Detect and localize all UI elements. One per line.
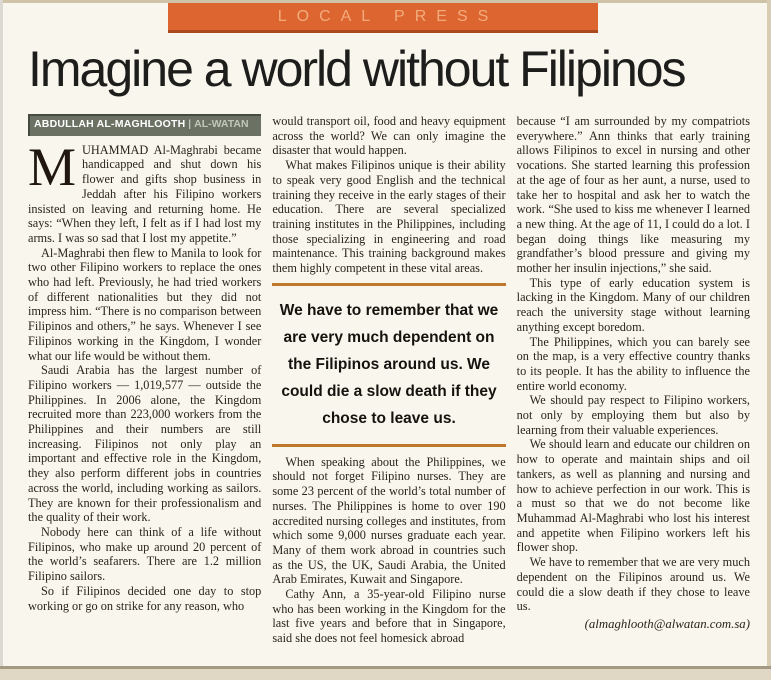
column-2 (272, 114, 505, 670)
section-banner (168, 3, 598, 33)
paragraph (28, 136, 262, 246)
paragraph: Cathy Ann, a 35-year-old Filipino nurse who has been working in the Kingdom for the last five years and before that in Singapore, said she does not feel homesick abroad (272, 587, 506, 646)
paragraph: So if Filipinos decided one day to stop working or go on strike for any reason, who (28, 583, 262, 613)
scan-edge-right (767, 0, 771, 680)
byline-source: AL-WATAN (194, 118, 249, 130)
column-1 (28, 114, 261, 670)
section-banner-label: LOCAL PRESS (277, 7, 499, 25)
paragraph: What makes Filipinos unique is their ability to speak very good English and the technical training they receive in the early stages of their education. There are several specialized training institutes in the Philippines, including those specializing in engineering and road maintenance. This training background makes them highly competent in these vital areas. (272, 158, 506, 276)
paragraph: Al-Maghrabi then flew to Manila to look for two other Filipino workers to replace the ones who had left. Previously, he had tried workers of different nationalities but they did not impress him. “There is no comparison between Filipinos and others,” he says. Whenever I see Filipinos working in the Kingdom, I wonder what our life would be without them. (28, 245, 262, 363)
paragraph: We should learn and educate our children on how to operate and maintain ships and oil tankers, as well as planning and nursing and how to achieve perfection in our work. This is a must so that we do not become like Muhammad Al-Maghrabi who lost his interest and appetite when Filipino workers left his flower shop. (516, 437, 750, 555)
paragraph-text: UHAMMAD Al-Maghrabi became handicapped and shut down his flower and gifts shop business in Jeddah after his Filipino workers insisted on leaving and returning home. He says: “When they left, I felt as if I had lost my arms. I was so sad that I lost my appetite.” (28, 142, 262, 245)
paragraph: When speaking about the Philippines, we should not forget Filipino nurses. They are some 23 percent of the world’s total number of nurses. The Philippines is home to over 190 accredited nursing colleges and institutes, from which some 9,000 nurses graduate each year. Many of them work abroad in countries such as the US, the UK, Saudi Arabia, the United Arab Emirates, Kuwait and Singapore. (272, 454, 506, 587)
paragraph: This type of early education system is lacking in the Kingdom. Many of our children reach the university stage without learning anything except boredom. (516, 275, 750, 334)
drop-cap: M (28, 136, 77, 197)
paragraph: because “I am surrounded by my compatriots everywhere.” Ann thinks that early training allows Filipinos to excel in nursing and other vocations. She started learning this profession at the age of four as her aunt, a nurse, used to take her to hospital and ask her to watch the work. “She used to kiss me whenever I learned a new thing. At the age of 11, I could do a lot. I began doing things like measuring my grandfather’s blood pressure and giving my mother her insulin injections,” she said. (516, 114, 750, 276)
author-email: (almaghlooth@alwatan.com.sa) (584, 616, 750, 631)
paragraph: We have to remember that we are very much dependent on the Filipinos around us. We could die a slow death if they chose to leave us. (516, 555, 750, 614)
article-body (28, 114, 750, 670)
headline: Imagine a world without Filipinos (28, 41, 685, 97)
scan-edge-bottom (0, 666, 771, 680)
scan-edge-left (0, 0, 3, 680)
byline-author: ABDULLAH AL-MAGHLOOTH (34, 118, 186, 130)
paragraph: We should pay respect to Filipino workers, not only by employing them but also by learning from their valuable experiences. (516, 393, 750, 437)
paragraph: Saudi Arabia has the largest number of Filipino workers — 1,019,577 — outside the Philippines. In 2006 alone, the Kingdom recruited more than 223,000 workers from the Philippines and their numbers are still increasing. Filipinos not only play an important and effective role in the Kingdom, they also perform different jobs in countries across the world, including working as sailors. They are known for their professionalism and the quality of their work. (28, 363, 262, 525)
byline-separator: | (188, 118, 192, 130)
paragraph: would transport oil, food and heavy equipment across the world? We can only imagine the disaster that would happen. (272, 114, 506, 158)
paragraph: Nobody here can think of a life without Filipinos, who make up around 20 percent of the world’s seafarers. There are 1.2 million Filipino sailors. (28, 524, 262, 584)
column-3 (517, 114, 750, 670)
byline-bar (28, 114, 261, 136)
pull-quote: We have to remember that we are very much dependent on the Filipinos around us. We could die a slow death if they chose to leave us. (272, 283, 505, 447)
paragraph: The Philippines, which you can barely see on the map, is a very effective country thanks to its people. It has the ability to influence the entire world economy. (516, 334, 750, 393)
